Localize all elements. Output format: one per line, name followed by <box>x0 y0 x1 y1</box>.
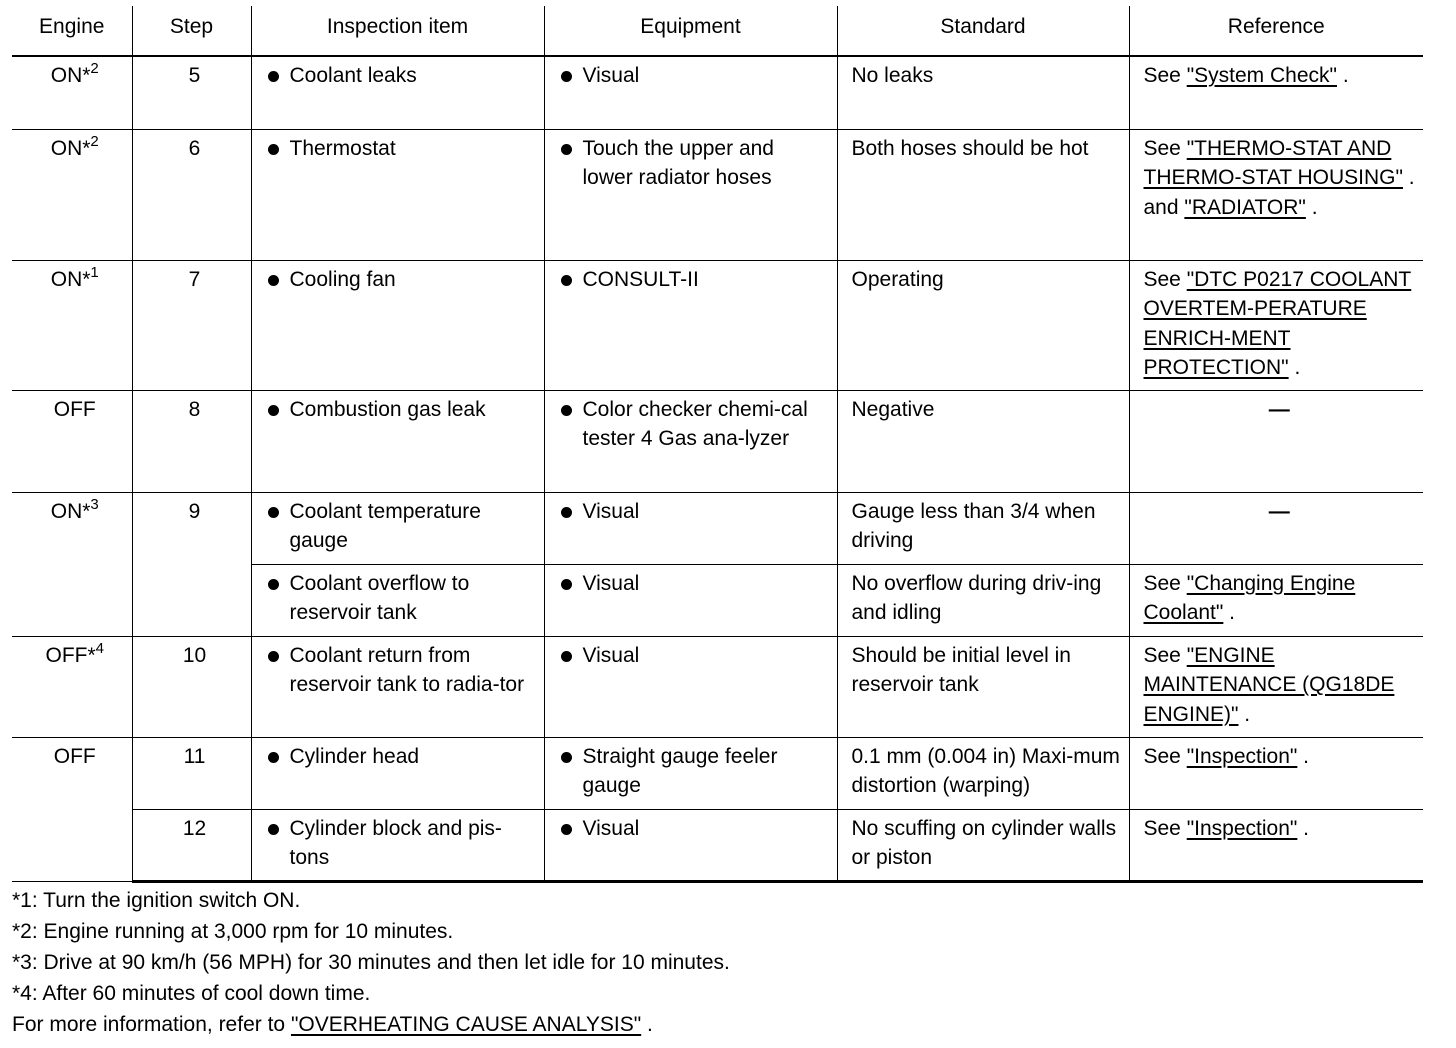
header-step: Step <box>132 6 251 56</box>
equipment-cell: Visual <box>544 809 837 881</box>
inspection-item-cell: Coolant return from reservoir tank to radia-tor <box>251 636 544 737</box>
reference-cell: See "THERMO-STAT AND THERMO-STAT HOUSING" . and "RADIATOR" . <box>1129 129 1423 260</box>
standard-cell: Negative <box>837 390 1129 492</box>
reference-cell: See "DTC P0217 COOLANT OVERTEM-PERATURE ENRICH-MENT PROTECTION" . <box>1129 260 1423 390</box>
engine-cell: OFF*$^4$ <box>12 636 132 737</box>
equipment-cell: Visual <box>544 56 837 129</box>
reference-cell: See "Inspection" . <box>1129 737 1423 809</box>
header-equipment: Equipment <box>544 6 837 56</box>
table-row <box>12 809 1423 881</box>
standard-cell: Should be initial level in reservoir tank <box>837 636 1129 737</box>
bullet-icon <box>561 579 572 590</box>
inspection-item-cell: Thermostat <box>251 129 544 260</box>
reference-cell: — <box>1129 492 1423 564</box>
document-page <box>12 6 1423 1040</box>
equipment-cell: Touch the upper and lower radiator hoses <box>544 129 837 260</box>
inspection-table <box>12 6 1423 883</box>
standard-cell: 0.1 mm (0.004 in) Maxi-mum distortion (warping) <box>837 737 1129 809</box>
standard-cell: Operating <box>837 260 1129 390</box>
bullet-icon <box>268 752 279 763</box>
footnote: *3: Drive at 90 km/h (56 MPH) for 30 minutes and then let idle for 10 minutes. <box>12 950 730 974</box>
engine-cell: OFF <box>12 390 132 492</box>
step-cell: 12 <box>132 809 251 881</box>
inspection-item-cell: Cylinder block and pis-tons <box>251 809 544 881</box>
equipment-cell: Visual <box>544 636 837 737</box>
reference-cell: See "Changing Engine Coolant" . <box>1129 564 1423 636</box>
header-inspection-item: Inspection item <box>251 6 544 56</box>
bullet-icon <box>268 144 279 155</box>
footnote: *2: Engine running at 3,000 rpm for 10 minutes. <box>12 919 454 943</box>
bullet-icon <box>268 824 279 835</box>
header-engine: Engine <box>12 6 132 56</box>
overheating-analysis-link[interactable]: "OVERHEATING CAUSE ANALYSIS" <box>290 1012 642 1036</box>
standard-cell: No leaks <box>837 56 1129 129</box>
reference-link[interactable]: "RADIATOR" <box>1184 195 1306 219</box>
step-cell: 6 <box>132 129 251 260</box>
bullet-icon <box>268 507 279 518</box>
reference-link[interactable]: "ENGINE MAINTENANCE (QG18DE ENGINE)" <box>1143 643 1395 726</box>
reference-link[interactable]: "THERMO-STAT AND THERMO-STAT HOUSING" <box>1143 136 1403 189</box>
engine-cell: ON*$^3$ <box>12 492 132 636</box>
bullet-icon <box>561 144 572 155</box>
reference-link[interactable]: "DTC P0217 COOLANT OVERTEM-PERATURE ENRICH-MENT PROTECTION" <box>1143 267 1412 379</box>
bullet-icon <box>561 71 572 82</box>
step-cell: 9 <box>132 492 251 636</box>
inspection-item-cell: Cooling fan <box>251 260 544 390</box>
step-cell: 11 <box>132 737 251 809</box>
reference-link[interactable]: "Changing Engine Coolant" <box>1143 571 1356 624</box>
inspection-item-cell: Coolant overflow to reservoir tank <box>251 564 544 636</box>
footnote: *1: Turn the ignition switch ON. <box>12 888 301 912</box>
more-info-line: For more information, refer to "OVERHEATING CAUSE ANALYSIS" . <box>12 1012 653 1036</box>
engine-cell: ON*$^2$ <box>12 56 132 129</box>
header-reference: Reference <box>1129 6 1423 56</box>
inspection-item-cell: Coolant leaks <box>251 56 544 129</box>
bullet-icon <box>268 579 279 590</box>
standard-cell: No scuffing on cylinder walls or piston <box>837 809 1129 881</box>
engine-cell: ON*$^2$ <box>12 129 132 260</box>
bullet-icon <box>268 71 279 82</box>
step-cell: 7 <box>132 260 251 390</box>
reference-cell: See "ENGINE MAINTENANCE (QG18DE ENGINE)" . <box>1129 636 1423 737</box>
table-row <box>12 390 1423 492</box>
footnotes <box>12 885 1423 1040</box>
bullet-icon <box>268 275 279 286</box>
equipment-cell: Straight gauge feeler gauge <box>544 737 837 809</box>
standard-cell: Gauge less than 3/4 when driving <box>837 492 1129 564</box>
header-standard: Standard <box>837 6 1129 56</box>
bullet-icon <box>561 275 572 286</box>
step-cell: 8 <box>132 390 251 492</box>
reference-cell: — <box>1129 390 1423 492</box>
bullet-icon <box>561 752 572 763</box>
inspection-item-cell: Cylinder head <box>251 737 544 809</box>
inspection-item-cell: Combustion gas leak <box>251 390 544 492</box>
engine-cell: OFF <box>12 737 132 881</box>
bullet-icon <box>561 405 572 416</box>
reference-link[interactable]: "Inspection" <box>1186 744 1298 768</box>
engine-cell: ON*$^1$ <box>12 260 132 390</box>
equipment-cell: Color checker chemi-cal tester 4 Gas ana-lyzer <box>544 390 837 492</box>
table-row <box>12 56 1423 129</box>
step-cell: 10 <box>132 636 251 737</box>
table-row <box>12 636 1423 737</box>
reference-link[interactable]: "Inspection" <box>1186 816 1298 840</box>
equipment-cell: CONSULT-II <box>544 260 837 390</box>
table-row <box>12 492 1423 564</box>
bullet-icon <box>561 651 572 662</box>
table-header-row <box>12 6 1423 56</box>
table-row <box>12 260 1423 390</box>
bullet-icon <box>268 405 279 416</box>
standard-cell: Both hoses should be hot <box>837 129 1129 260</box>
bullet-icon <box>561 824 572 835</box>
standard-cell: No overflow during driv-ing and idling <box>837 564 1129 636</box>
footnote: *4: After 60 minutes of cool down time. <box>12 981 371 1005</box>
reference-link[interactable]: "System Check" <box>1186 64 1337 87</box>
table-row <box>12 737 1423 809</box>
table-row <box>12 129 1423 260</box>
equipment-cell: Visual <box>544 492 837 564</box>
reference-cell: See "System Check" . <box>1129 56 1423 129</box>
bullet-icon <box>561 507 572 518</box>
equipment-cell: Visual <box>544 564 837 636</box>
inspection-item-cell: Coolant temperature gauge <box>251 492 544 564</box>
reference-cell: See "Inspection" . <box>1129 809 1423 881</box>
step-cell: 5 <box>132 56 251 129</box>
bullet-icon <box>268 651 279 662</box>
